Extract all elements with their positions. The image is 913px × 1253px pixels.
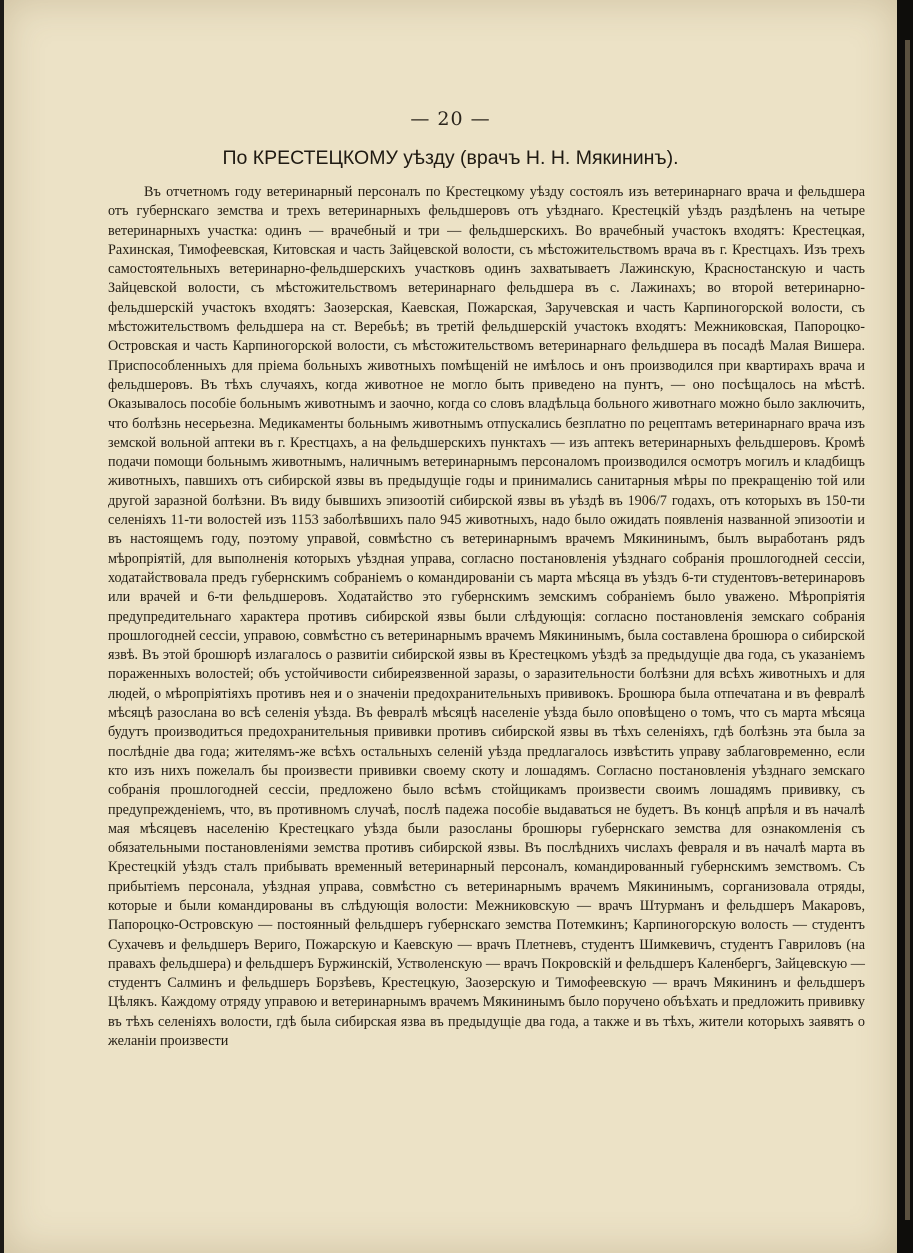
body-paragraph: Въ отчетномъ году ветеринарный персоналъ по Крестецкому уѣзду состоялъ изъ ветеринарнаго врача и фельдшера отъ губернскаго земства и трехъ ветеринарныхъ фельдшеровъ отъ уѣзднаго. Крестецкій уѣздъ раздѣленъ на четыре ветеринарныхъ участка: одинъ — врачебный и три — фельдшерскихъ. Во врачебный участокъ входятъ: Крестецкая, Рахинская, Тимофеевская, Китовская и часть Зайцевской волости, съ мѣстожительствомъ врача въ г. Крестцахъ. Изъ трехъ самостоятельныхъ ветеринарно-фельдшерскихъ участковъ одинъ захватываетъ Лажинскую, Красностанскую и часть Зайцевской волости, съ мѣстожительствомъ ветеринарнаго фельдшера въ с. Лажинахъ; во второй ветеринарно-фельдшерскій участокъ входятъ: Заозерская, Каевская, Пожарская, Заручевская и часть Карпиногорской волости, съ мѣстожительствомъ фельдшера на ст. Веребьѣ; въ третій фельдшерскій участокъ входятъ: Межниковская, Папороцко-Островская и часть Карпиногорской волости, съ мѣстожительствомъ ветеринарнаго фельдшера въ посадѣ Малая Вишера. Приспособленныхъ для пріема больныхъ животныхъ помѣщеній не имѣлось и онъ производился при квартирахъ врача и фельдшеровъ. Въ тѣхъ случаяхъ, когда животное не могло быть приведено на пунтъ, — оно посѣщалось на мѣстѣ. Оказывалось пособіе больнымъ животнымъ и заочно, когда со словъ владѣльца больного животнаго можно было заключить, что болѣзнь несерьезна. Медикаменты больнымъ животнымъ отпускались безплатно по рецептамъ ветеринарнаго врача изъ земской вольной аптеки въ г. Крестцахъ, а на фельдшерскихъ пунктахъ — изъ аптекъ ветеринарныхъ фельдшеровъ. Кромѣ подачи помощи больнымъ животнымъ, наличнымъ ветеринарнымъ персоналомъ производился осмотръ могилъ и кладбищъ животныхъ, павшихъ отъ сибирской язвы въ предыдущіе годы и принимались санитарныя мѣры по прекращенію той или другой заразной болѣзни. Въ виду бывшихъ эпизоотій сибирской язвы въ уѣздѣ въ 1906/7 годахъ, отъ которыхъ въ 150-ти селеніяхъ 11-ти волостей изъ 1153 заболѣвшихъ пало 945 животныхъ, надо было ожидать появленія названной эпизоотіи и въ настоящемъ году, поэтому управой, совмѣстно съ ветеринарнымъ врачемъ Мякининымъ, былъ выработанъ рядъ мѣропріятій, для выполненія которыхъ уѣздная управа, согласно постановленія уѣзднаго собранія прошлогодней сессіи, ходатайствовала предъ губернскимъ собраніемъ о командированіи съ марта мѣсяца въ уѣздъ 6-ти студентовъ-ветеринаровъ или врачей и 6-ти фельдшеровъ. Ходатайство это губернскимъ земскимъ собраніемъ было уважено. Мѣропріятія предупредительнаго характера противъ сибирской язвы были слѣдующія: согласно постановленія земскаго собранія прошлогодней сессіи, управою, совмѣстно съ ветеринарнымъ врачемъ Мякининымъ, была составлена брошюра о сибирской язвѣ. Въ этой брошюрѣ излагалось о развитіи сибирской язвы въ Крестецкомъ уѣздѣ за предыдущіе два года, съ указаніемъ пораженныхъ волостей; объ устойчивости сибиреязвенной заразы, о заразительности болѣзни для всѣхъ животныхъ и для людей, о мѣропріятіяхъ противъ нея и о значеніи предохранительныхъ прививокъ. Брошюра была отпечатана и въ февралѣ мѣсяцѣ разослана во всѣ селенія уѣзда. Въ февралѣ мѣсяцѣ населеніе уѣзда было оповѣщено о томъ, что съ марта мѣсяца будутъ производиться предохранительныя прививки противъ сибирской язвы въ тѣхъ селеніяхъ, гдѣ болѣзнь эта была за послѣдніе два года; жителямъ-же всѣхъ остальныхъ селеній уѣзда предлагалось извѣстить управу заблаговременно, если кто изъ нихъ пожелалъ бы произвести прививки своему скоту и лошадямъ. Согласно постановленія уѣзднаго земскаго собранія прошлогодней сессіи, предложено было всѣмъ стойщикамъ произвести своимъ лошадямъ прививку, съ предупрежденіемъ, что, въ противномъ случаѣ, послѣ падежа пособіе выдаваться не будетъ. Въ концѣ апрѣля и въ началѣ мая мѣсяцевъ населенію Крестецкаго уѣзда были разосланы брошюры губернскаго земства для ознакомленія съ обязательными постановленіями земства противъ сибирской язвы. Въ послѣднихъ числахъ февраля и въ началѣ марта въ Крестецкій уѣздъ сталъ прибывать временный ветеринарный персоналъ, командированный губернскимъ земствомъ. Съ прибытіемъ персонала, уѣздная управа, совмѣстно съ ветеринарнымъ врачемъ Мякининымъ, сорганизовала отряды, которые и были командированы въ слѣдующія волости: Межниковскую — врачъ Штурманъ и фельдшеръ Макаровъ, Папороцко-Островскую — постоянный фельдшеръ губернскаго земства Потемкинъ; Карпиногорскую волость — студентъ Сухачевъ и фельдшеръ Вериго, Пожарскую и Каевскую — врачъ Плетневъ, студентъ Шимкевичъ, студентъ Гавриловъ (на правахъ фельдшера) и фельдшеръ Буржинскій, Устволенскую — врачъ Покровскій и фельдшеръ Каленбергъ, Зайцевскую — студентъ Салминъ и фельдшеръ Борзѣевъ, Крестецкую, Заозерскую и Тимофеевскую — врачъ Мякининъ и фельдшеръ Цѣлякъ. Каждому отряду управою и ветеринарнымъ врачемъ Мякининымъ было поручено объѣхать и предложить прививку въ тѣхъ селеніяхъ волости, гдѣ была сибирская язва въ предыдущіе два года, а также и въ тѣхъ, жители которыхъ заявятъ о желаніи произвести <box>108 184 865 1050</box>
document-page <box>4 0 897 1253</box>
next-page-edge <box>905 40 910 1220</box>
section-heading: По КРЕСТЕЦКОМУ уѣзду (врачъ Н. Н. Мякининъ). <box>222 147 679 169</box>
book-spine-edge <box>897 0 913 1253</box>
body-text <box>108 183 865 1051</box>
page-number: — 20 — <box>410 108 491 130</box>
